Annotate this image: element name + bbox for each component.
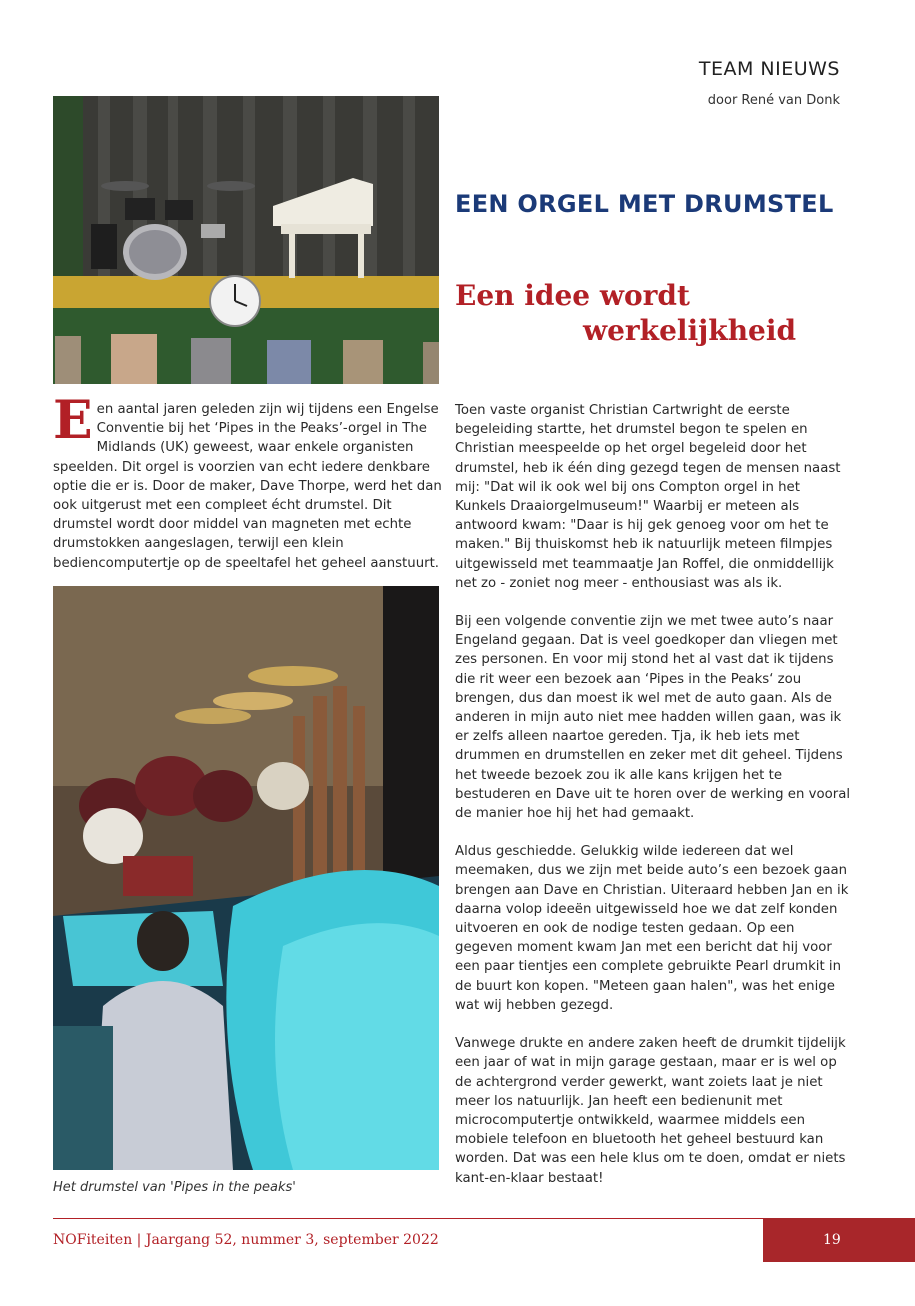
stage-photo xyxy=(53,96,439,384)
photo-caption: Het drumstel van 'Pipes in the peaks' xyxy=(53,1180,296,1195)
intro-column xyxy=(53,390,443,573)
subtitle-line-2: werkelijkheid xyxy=(583,314,797,347)
paragraph: Aldus geschiedde. Gelukkig wilde iedereen dat wel meemaken, dus we zijn met beide auto’s een bezoek gaan brengen aan Dave en Christian. Uiteraard hebben Jan en ik daarna volop ideeën uitgewisseld hoe we dat zelf konden uitvoeren en ook de nodige testen gedaan. Op een gegeven moment kwam Jan met een bericht dat hij voor een paar tientjes een complete gebruikte Pearl drumkit in de buurt kon kopen. "Meteen gaan halen", was het enige wat wij hebben gezegd. xyxy=(455,844,849,1013)
article-title: EEN ORGEL MET DRUMSTEL xyxy=(455,190,834,218)
intro-paragraph xyxy=(53,390,443,573)
paragraph: Toen vaste organist Christian Cartwright de eerste begeleiding startte, het drumstel begon te spelen en Christian meespeelde op het orgel begeleid door het drumstel, heb ik één ding gezegd tegen de mensen naast mij: "Dat wil ik ook wel bij ons Compton orgel in het Kunkels Draaiorgelmuseum!" Waarbij er meteen als antwoord kwam: "Daar is hij gek genoeg voor om het te maken." Bij thuiskomst heb ik natuurlijk meteen filmpjes uitgewisseld met teammaatje Jan Roffel, die onmiddellijk net zo - zoniet nog meer - enthousiast was als ik. xyxy=(455,403,841,591)
section-label: TEAM NIEUWS xyxy=(698,58,840,80)
intro-text: en aantal jaren geleden zijn wij tijdens een Engelse Conventie bij het ‘Pipes in the Peaks’-orgel in The Midlands (UK) geweest, waar enkele organisten speelden. Dit orgel is voorzien van echt iedere denkbare optie die er is. Door de maker, Dave Thorpe, werd het dan ook uitgerust met een compleet écht drumstel. Dit drumstel wordt door middel van magneten met echte drumstokken aangeslagen, terwijl een klein bediencomputertje op de speeltafel het geheel aanstuurt. xyxy=(53,402,442,571)
drumkit-organ-photo xyxy=(53,586,439,1170)
footer-publication: NOFiteiten | Jaargang 52, nummer 3, september 2022 xyxy=(53,1232,439,1248)
page-number: 19 xyxy=(823,1232,841,1248)
author-byline: door René van Donk xyxy=(707,93,840,108)
subtitle-line-1: Een idee wordt xyxy=(455,279,690,312)
article-subtitle xyxy=(455,278,815,348)
main-column xyxy=(455,401,855,1207)
paragraph: Vanwege drukte en andere zaken heeft de drumkit tijdelijk een jaar of wat in mijn garage gestaan, maar er is wel op de achtergrond verder gewerkt, want zoiets laat je niet meer los natuurlijk. Jan heeft een bedienunit met microcomputertje ontwikkeld, waarmee middels een mobiele telefoon en bluetooth het geheel bestuurd kan worden. Dat was een hele klus om te doen, omdat er niets kant-en-klaar bestaat! xyxy=(455,1036,846,1186)
paragraph: Bij een volgende conventie zijn we met twee auto’s naar Engeland gegaan. Dat is veel goedkoper dan vliegen met zes personen. En voor mij stond het al vast dat ik tijdens die rit weer een bezoek aan ‘Pipes in the Peaks‘ zou brengen, dus dan moest ik wel met de auto gaan. Als de anderen in mijn auto niet mee hadden willen gaan, was ik er zelfs alleen naartoe gereden. Tja, ik heb iets met drummen en drumstellen en zeker met dit geheel. Tijdens het tweede bezoek zou ik alle kans krijgen het te bestuderen en Dave uit te horen over de werking en vooral de manier hoe hij het had gemaakt. xyxy=(455,614,851,822)
drop-cap: E xyxy=(53,390,93,451)
footer-divider xyxy=(53,1218,763,1219)
